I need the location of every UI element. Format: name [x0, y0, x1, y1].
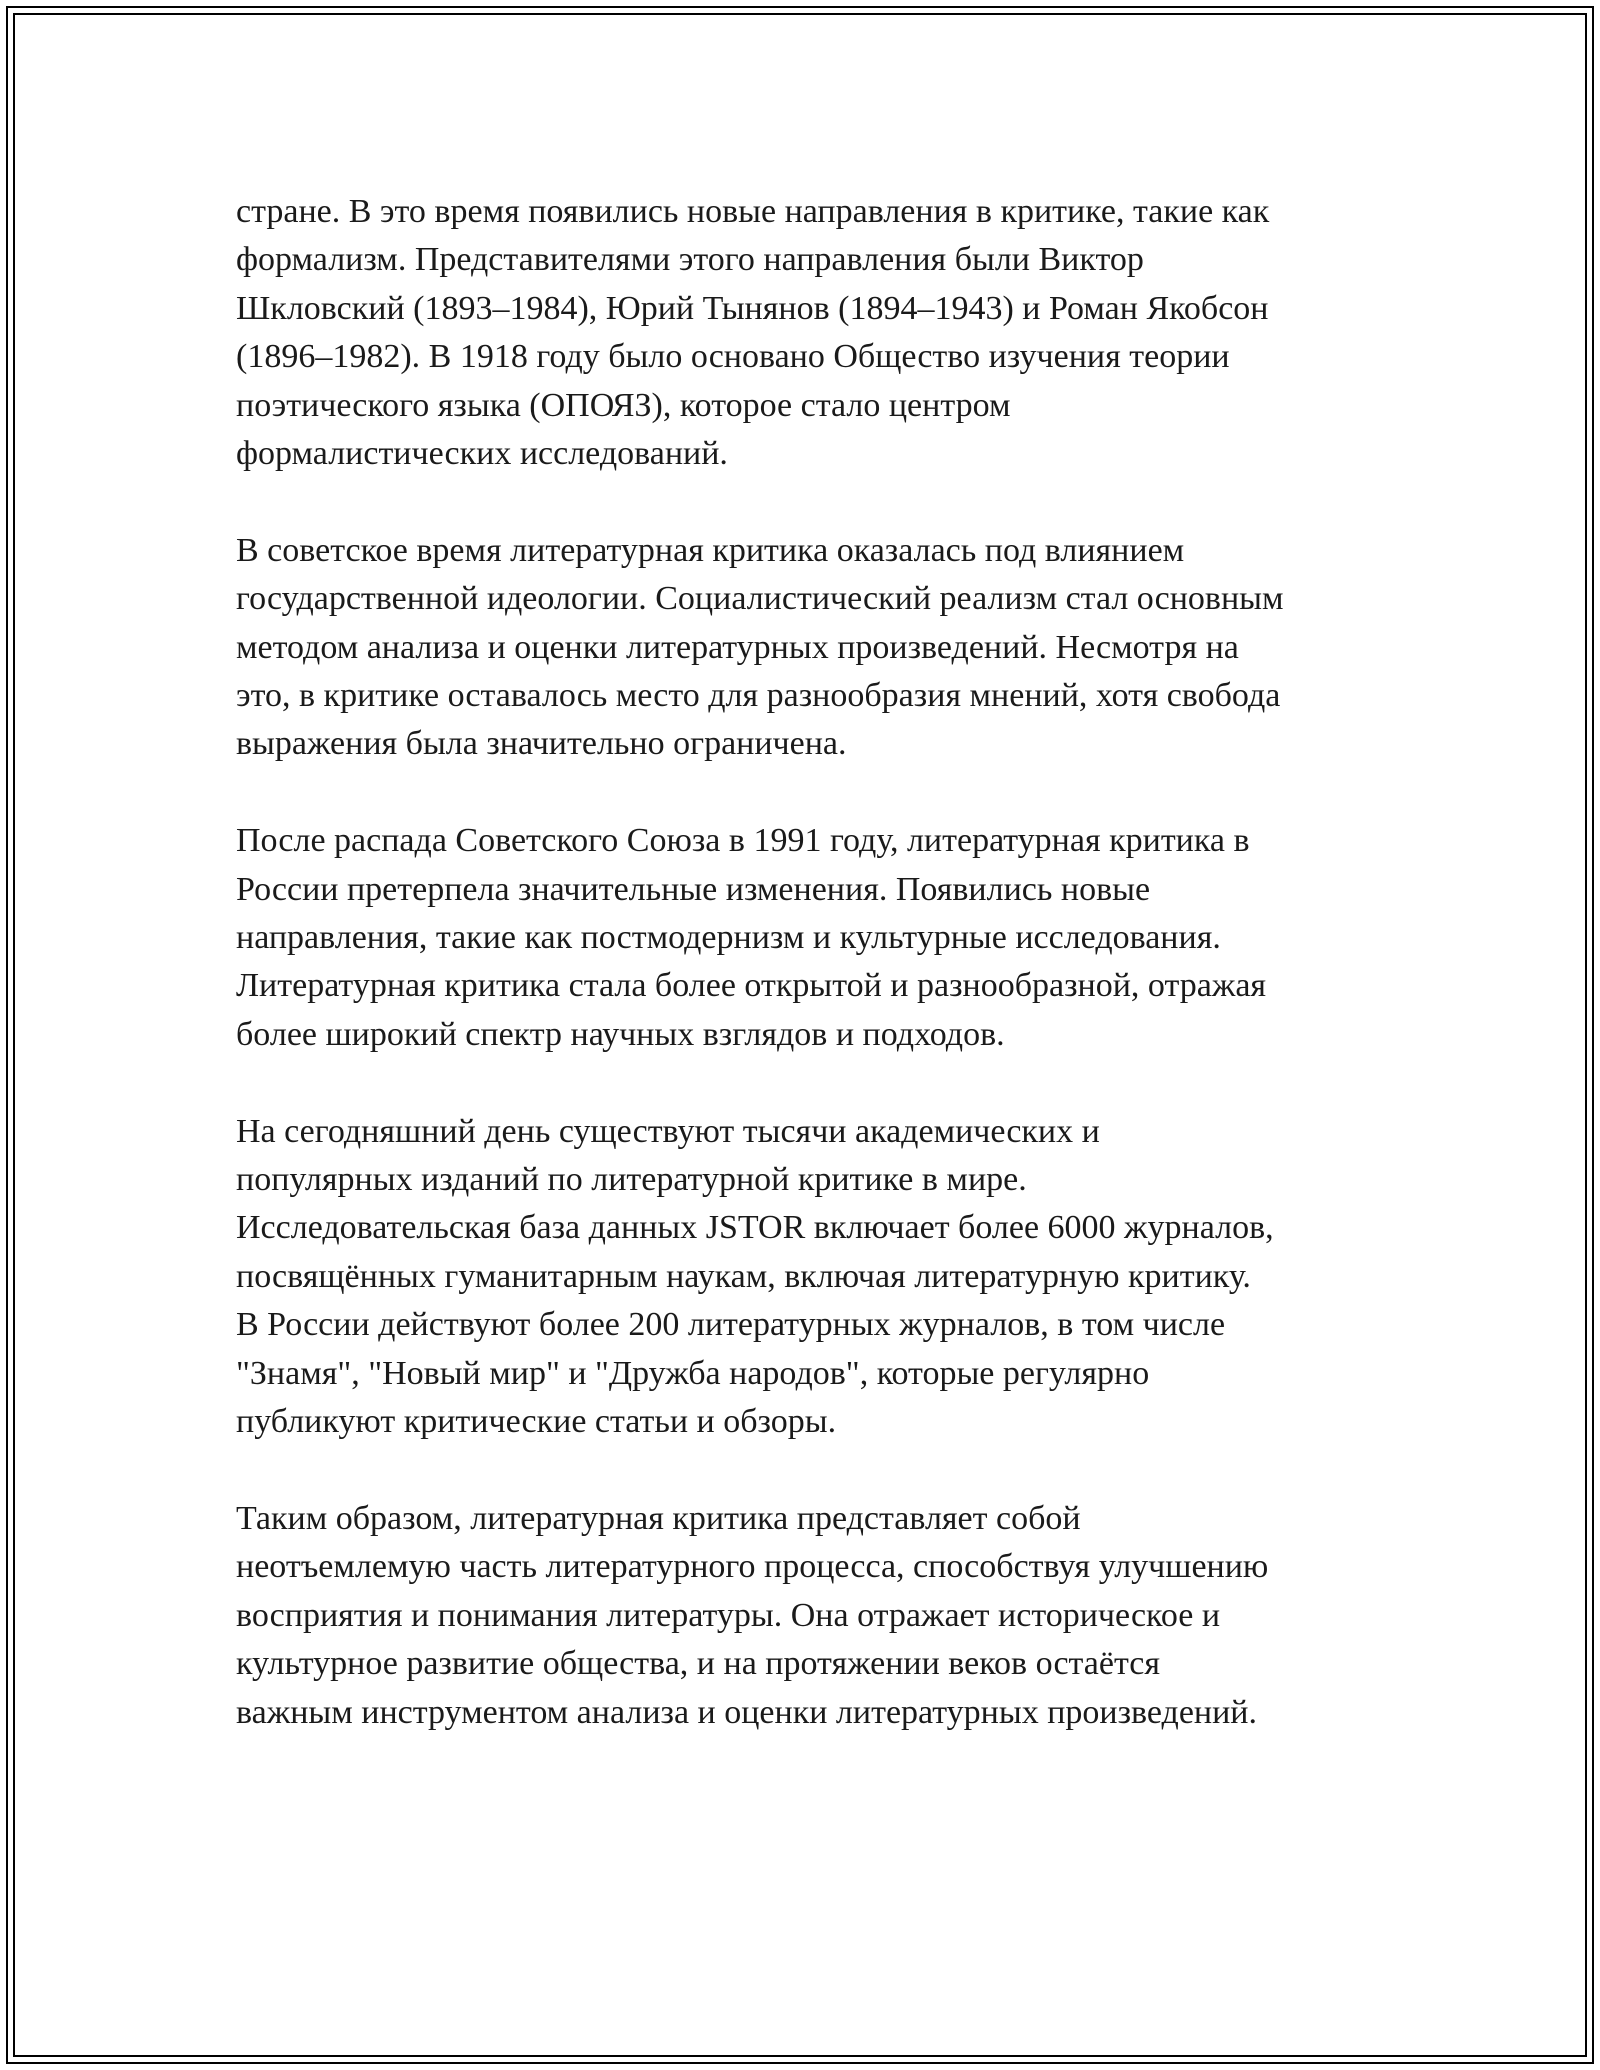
text-line: культурное развитие общества, и на протяжении веков остаётся	[236, 1645, 1160, 1683]
paragraph-formalism	[236, 188, 1406, 478]
text-line: В советское время литературная критика оказалась под влиянием	[236, 531, 1185, 569]
text-line: Исследовательская база данных JSTOR включает более 6000 журналов,	[236, 1209, 1274, 1247]
text-line: формалистических исследований.	[236, 435, 728, 473]
text-line: формализм. Представителями этого направления были Виктор	[236, 241, 1144, 279]
text-line: России претерпела значительные изменения. Появились новые	[236, 870, 1151, 908]
paragraph-soviet-era	[236, 527, 1406, 769]
text-line: "Знамя", "Новый мир" и "Дружба народов", которые регулярно	[236, 1354, 1150, 1392]
text-line: методом анализа и оценки литературных произведений. Несмотря на	[236, 628, 1239, 666]
paragraph-conclusion	[236, 1495, 1406, 1737]
text-line: Литературная критика стала более открытой и разнообразной, отражая	[236, 967, 1267, 1005]
text-line: Шкловский (1893–1984), Юрий Тынянов (1894–1943) и Роман Якобсон	[236, 289, 1269, 327]
text-line: Таким образом, литературная критика представляет собой	[236, 1499, 1081, 1537]
text-line: (1896–1982). В 1918 году было основано Общество изучения теории	[236, 338, 1230, 376]
text-line: стране. В это время появились новые направления в критике, такие как	[236, 193, 1270, 230]
text-line: важным инструментом анализа и оценки литературных произведений.	[236, 1693, 1257, 1731]
text-line: это, в критике оставалось место для разнообразия мнений, хотя свобода	[236, 677, 1281, 715]
text-line: публикуют критические статьи и обзоры.	[236, 1403, 837, 1441]
text-line: более широкий спектр научных взглядов и подходов.	[236, 1015, 1005, 1053]
document-body	[236, 188, 1406, 1785]
text-line: В России действуют более 200 литературных журналов, в том числе	[236, 1306, 1226, 1344]
text-line: После распада Советского Союза в 1991 году, литературная критика в	[236, 822, 1250, 860]
text-line: выражения была значительно ограничена.	[236, 725, 847, 763]
text-line: поэтического языка (ОПОЯЗ), которое стало центром	[236, 386, 1011, 424]
paragraph-present-day	[236, 1108, 1406, 1447]
text-line: восприятия и понимания литературы. Она отражает историческое и	[236, 1596, 1221, 1634]
text-line: посвящённых гуманитарным наукам, включая литературную критику.	[236, 1257, 1251, 1295]
text-line: государственной идеологии. Социалистический реализм стал основным	[236, 580, 1284, 618]
paragraph-post-soviet	[236, 817, 1406, 1059]
text-line: направления, такие как постмодернизм и культурные исследования.	[236, 919, 1221, 957]
text-line: На сегодняшний день существуют тысячи академических и	[236, 1112, 1100, 1150]
text-line: неотъемлемую часть литературного процесса, способствуя улучшению	[236, 1548, 1269, 1586]
text-line: популярных изданий по литературной критике в мире.	[236, 1161, 1027, 1199]
